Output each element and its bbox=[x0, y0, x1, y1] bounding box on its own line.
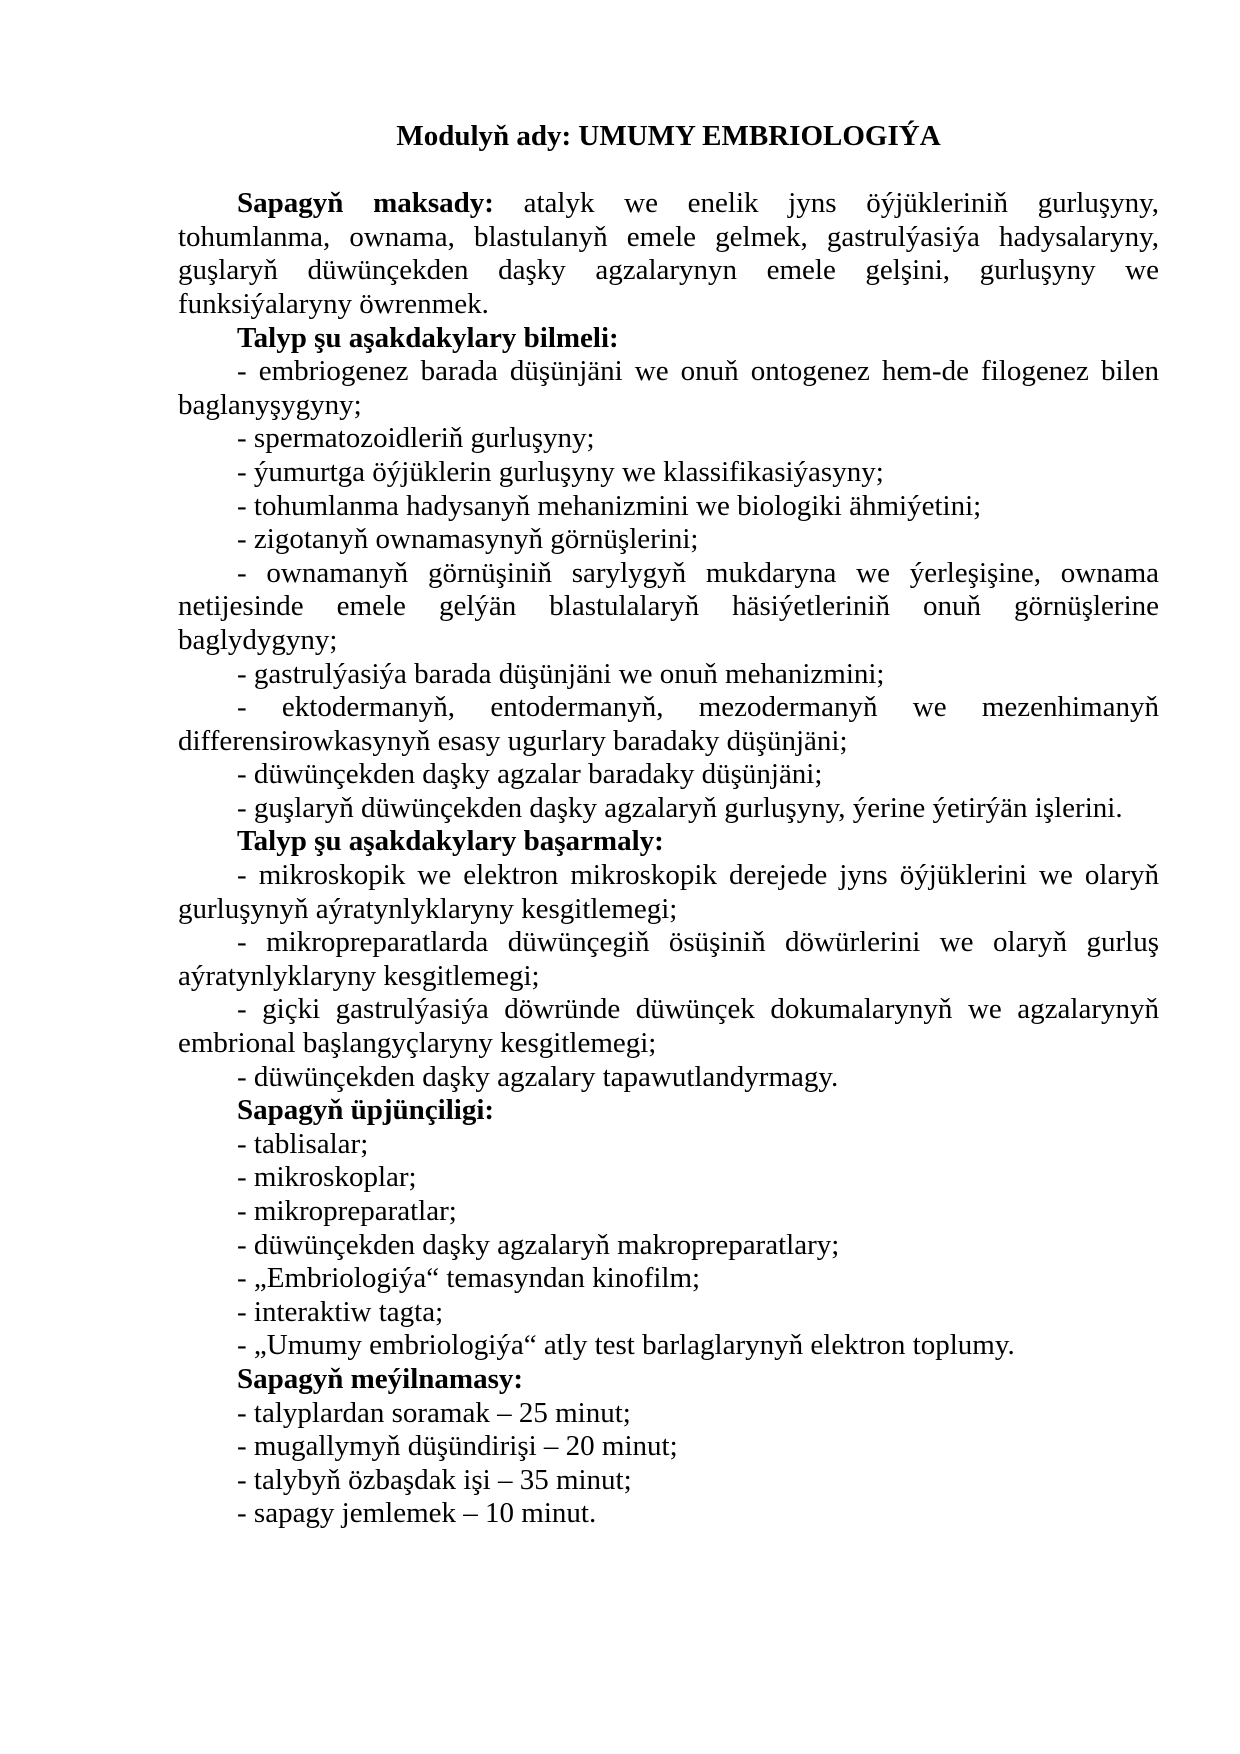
list-item: - tablisalar; bbox=[237, 1127, 369, 1160]
list-item: - ýumurtga öýjüklerin gurluşyny we klassifikasiýasyny; bbox=[237, 455, 884, 488]
list-item: - „Embriologiýa“ temasyndan kinofilm; bbox=[237, 1262, 701, 1295]
plan-list bbox=[178, 1397, 1159, 1531]
list-item: - mikroskoplar; bbox=[237, 1161, 417, 1194]
list-item: - zigotanyň ownamasynyň görnüşlerini; bbox=[237, 523, 699, 556]
equipment-list bbox=[178, 1128, 1159, 1363]
list-item: - mugallymyň düşündirişi – 20 minut; bbox=[237, 1430, 678, 1463]
list-item: - gastrulýasiýa barada düşünjäni we onuň mehanizmini; bbox=[237, 657, 885, 690]
skills-list bbox=[178, 859, 1159, 1094]
list-item: - spermatozoidleriň gurluşyny; bbox=[237, 422, 595, 455]
list-item: - mikroskopik we elektron mikroskopik derejede jyns öýjüklerini we olaryň gurluşynyň aýratynlyklaryny kesgitlemegi; bbox=[178, 859, 1159, 925]
list-item: - „Umumy embriologiýa“ atly test barlaglarynyň elektron toplumy. bbox=[237, 1329, 1015, 1362]
aim-text: atalyk we enelik jyns öýjükleriniň gurluşyny, tohumlanma, ownama, blastulanyň emele gelmek, gastrulýasiýa hadysalaryny, guşlaryň düwünçekden daşky agzalarynyn emele gelşini, gurluşyny we funksiýalaryny öwrenmek. bbox=[178, 187, 1159, 320]
skills-heading: Talyp şu aşakdakylary başarmaly: bbox=[237, 825, 664, 858]
list-item: - düwünçekden daşky agzalaryň makropreparatlary; bbox=[237, 1228, 840, 1261]
list-item: - ownamanyň görnüşiniň sarylygyň mukdaryna we ýerleşişine, ownama netijesinde emele gelýän blastulalaryň häsiýetleriniň onuň görnüşlerine baglydygyny; bbox=[178, 556, 1159, 656]
equipment-heading: Sapagyň üpjünçiligi: bbox=[237, 1094, 495, 1127]
knowledge-list bbox=[178, 355, 1159, 825]
knowledge-heading: Talyp şu aşakdakylary bilmeli: bbox=[237, 321, 619, 354]
list-item: - düwünçekden daşky agzalary tapawutlandyrmagy. bbox=[237, 1060, 839, 1093]
document-body bbox=[178, 120, 1159, 1531]
list-item: - giçki gastrulýasiýa döwründe düwünçek dokumalarynyň we agzalarynyň embrional başlangyçlaryny kesgitlemegi; bbox=[178, 993, 1159, 1060]
list-item: - guşlaryň düwünçekden daşky agzalaryň gurluşyny, ýerine ýetirýän işlerini. bbox=[237, 791, 1123, 824]
plan-heading: Sapagyň meýilnamasy: bbox=[237, 1362, 524, 1395]
list-item: - mikropreparatlarda düwünçegiň ösüşiniň döwürlerini we olaryň gurluş aýratynlyklaryny kesgitlemegi; bbox=[178, 926, 1159, 992]
list-item: - talybyň özbaşdak işi – 35 minut; bbox=[237, 1463, 632, 1496]
page-title: Modulyň ady: UMUMY EMBRIOLOGIÝA bbox=[396, 120, 941, 152]
list-item: - embriogenez barada düşünjäni we onuň ontogenez hem-de filogenez bilen baglanyşygyny; bbox=[178, 355, 1159, 421]
list-item: - ektodermanyň, entodermanyň, mezodermanyň we mezenhimanyň differensirowkasynyň esasy ugurlary baradaky düşünjäni; bbox=[178, 691, 1159, 757]
list-item: - tohumlanma hadysanyň mehanizmini we biologiki ähmiýetini; bbox=[237, 489, 982, 522]
list-item: - talyplardan soramak – 25 minut; bbox=[237, 1396, 631, 1429]
list-item: - mikropreparatlar; bbox=[237, 1195, 457, 1227]
aim-paragraph bbox=[178, 187, 1159, 321]
list-item: - düwünçekden daşky agzalar baradaky düşünjäni; bbox=[237, 758, 823, 791]
aim-label: Sapagyň maksady: bbox=[237, 187, 494, 220]
list-item: - sapagy jemlemek – 10 minut. bbox=[237, 1497, 597, 1530]
list-item: - interaktiw tagta; bbox=[237, 1295, 444, 1328]
